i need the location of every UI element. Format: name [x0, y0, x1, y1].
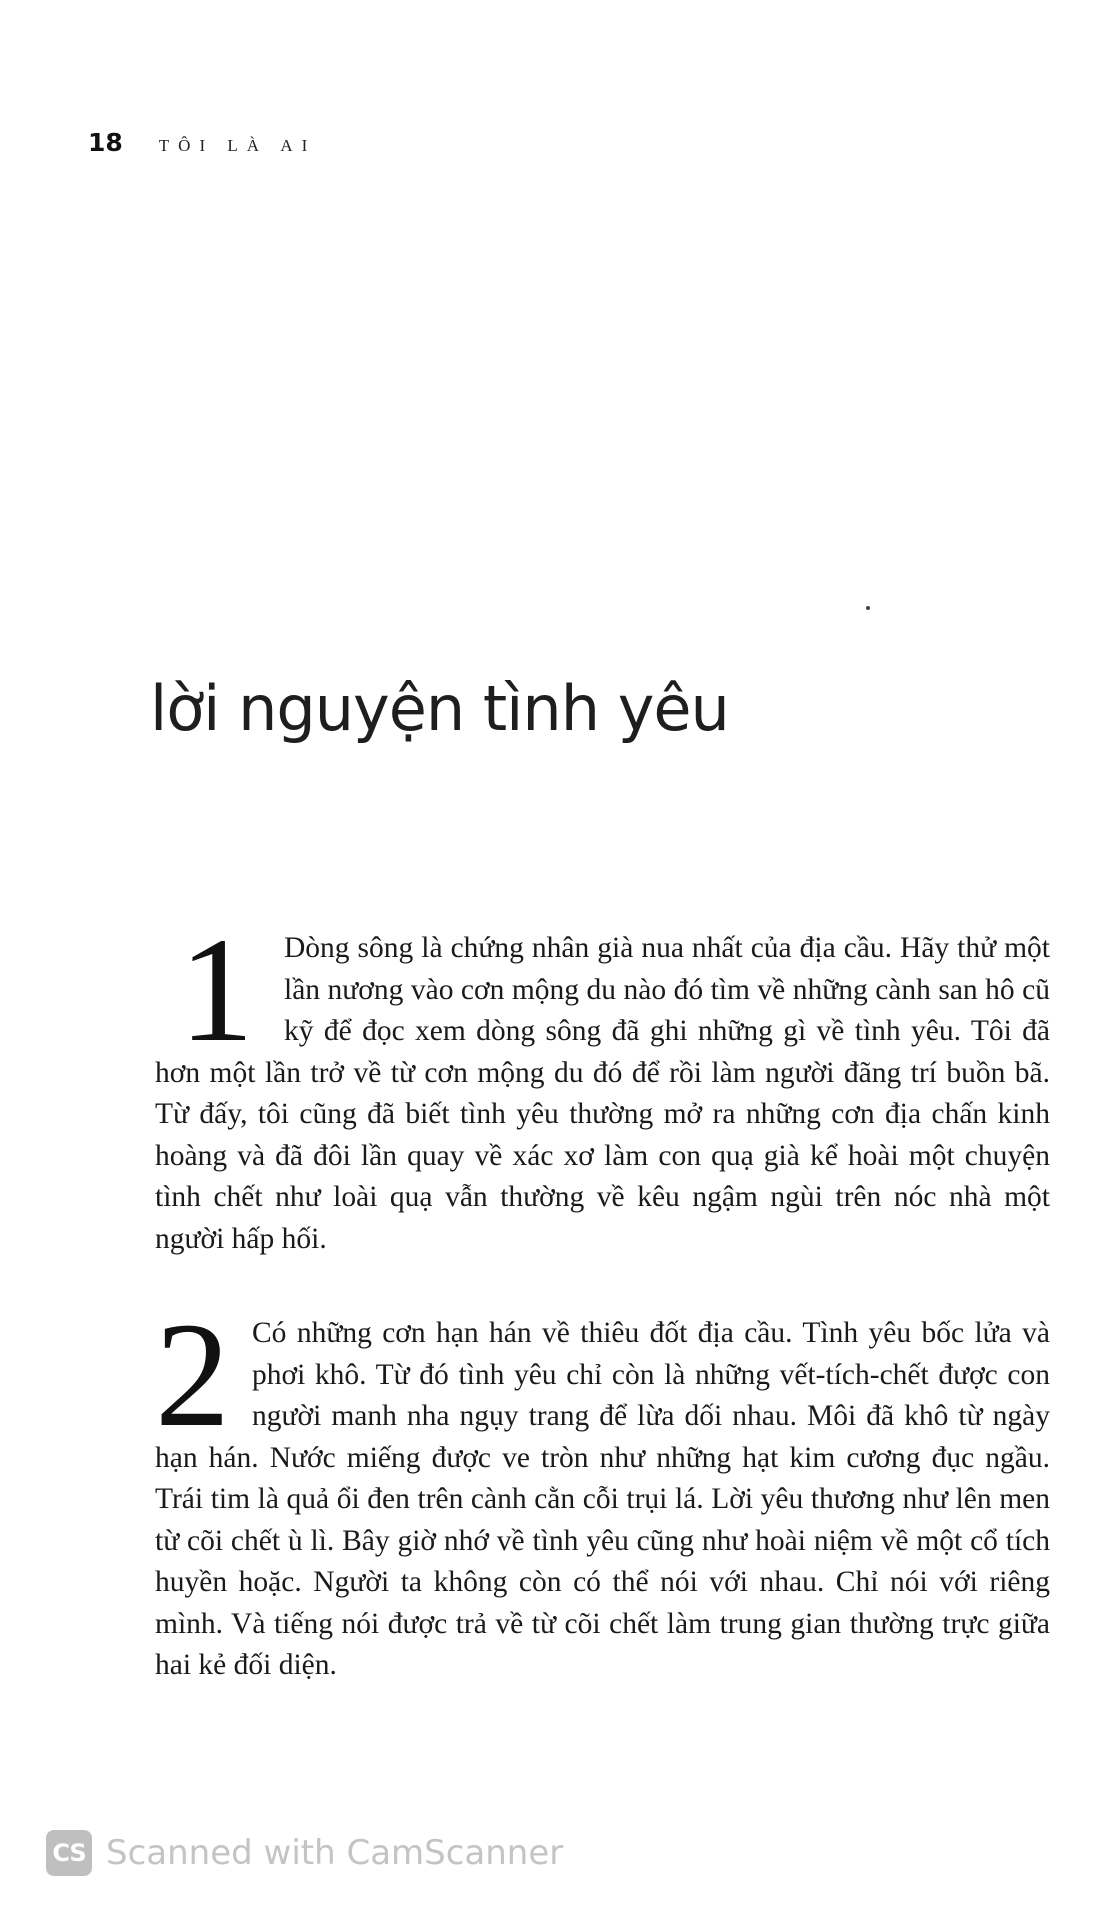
running-header	[88, 128, 316, 157]
verse-1-number: 1	[179, 907, 254, 1073]
verse-1	[155, 907, 1050, 1260]
camscanner-logo-icon: CS	[46, 1830, 92, 1876]
verse-2	[155, 1292, 1050, 1687]
verse-1-text: Dòng sông là chứng nhân già nua nhất của địa cầu. Hãy thử một lần nương vào cơn mộng du nào đó tìm về những cành san hô cũ kỹ để đọc xem dòng sông đã ghi những gì về tình yêu. Tôi đã hơn một lần trở về từ cơn mộng du đó để rồi làm người đãng trí buồn bã. Từ đấy, tôi cũng đã biết tình yêu thường mở ra những cơn địa chấn kinh hoàng và đã đôi lần quay về xác xơ làm con quạ già kể hoài một chuyện tình chết như loài quạ vẫn thường về kêu ngậm ngùi trên nóc nhà một người hấp hối.	[155, 932, 1050, 1255]
chapter-title: lời nguyện tình yêu	[150, 672, 729, 745]
verse-2-number: 2	[155, 1292, 230, 1458]
page-number: 18	[88, 128, 123, 157]
scan-speck	[866, 606, 870, 610]
camscanner-watermark	[46, 1830, 563, 1876]
watermark-text: Scanned with CamScanner	[106, 1833, 564, 1873]
verse-2-text: Có những cơn hạn hán về thiêu đốt địa cầu. Tình yêu bốc lửa và phơi khô. Từ đó tình yêu chỉ còn là những vết-tích-chết được con người manh nha ngụy trang để lừa dối nhau. Môi đã khô từ ngày hạn hán. Nước miếng được ve tròn như những hạt kim cương đục ngầu. Trái tim là quả ổi đen trên cành cằn cỗi trụi lá. Lời yêu thương như lên men từ cõi chết ù lì. Bây giờ nhớ về tình yêu cũng như hoài niệm về một cổ tích huyền hoặc. Người ta không còn có thể nói với nhau. Chỉ nói với riêng mình. Và tiếng nói được trả về từ cõi chết làm trung gian thường trực giữa hai kẻ đối diện.	[155, 1317, 1050, 1681]
book-title: TÔI LÀ AI	[158, 136, 317, 155]
